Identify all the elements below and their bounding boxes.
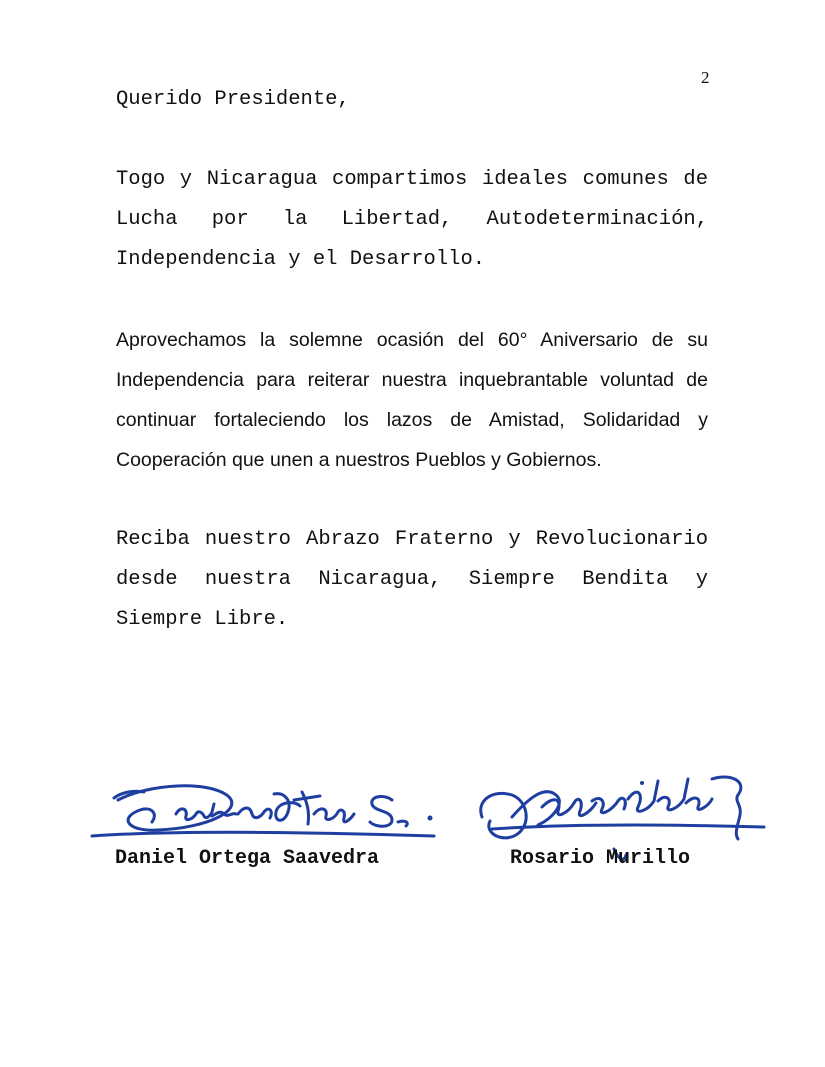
paragraph-greeting: Reciba nuestro Abrazo Fraterno y Revolucionario desde nuestra Nicaragua, Siempre Bendita y Siempre Libre.	[116, 528, 708, 631]
signature-block-left	[88, 770, 440, 880]
signature-daniel-ortega	[88, 770, 440, 850]
signatory-name-left: Daniel Ortega Saavedra	[115, 847, 380, 870]
paragraph-anniversary: Aprovechamos la solemne ocasión del 60° Aniversario de su Independencia para reiterar nuestra inquebrantable voluntad de continuar fortaleciendo los lazos de Amistad, Solidaridad y Cooperación que unen a nuestros Pueblos y Gobiernos.	[116, 329, 708, 471]
paragraph-ideals: Togo y Nicaragua compartimos ideales comunes de Lucha por la Libertad, Autodeterminación, Independencia y el Desarrollo.	[116, 168, 708, 271]
salutation: Querido Presidente,	[116, 88, 350, 111]
signature-block-right	[472, 755, 772, 880]
signatory-name-right: Rosario Murillo	[510, 847, 691, 870]
page-number: 2	[701, 68, 710, 87]
letter-body	[116, 80, 708, 640]
